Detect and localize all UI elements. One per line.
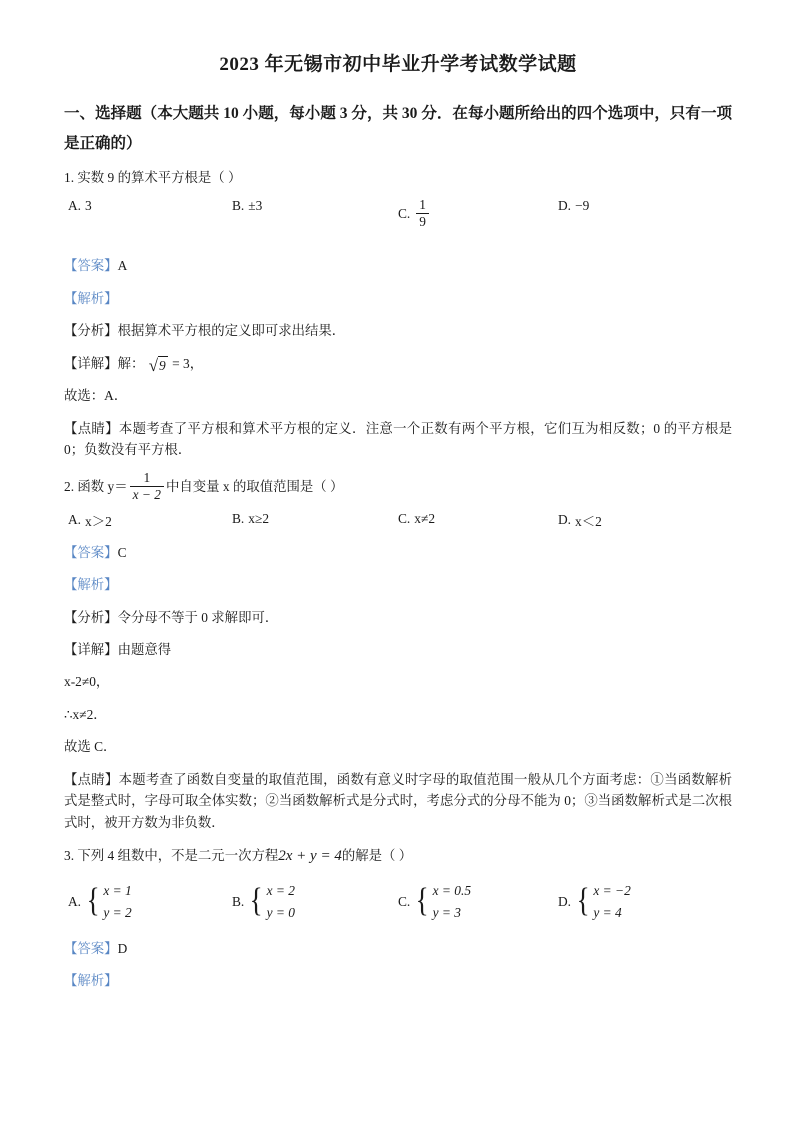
option-d-label: D. <box>558 512 572 528</box>
equation-line-2: y = 2 <box>103 904 132 920</box>
question-2-stem <box>64 472 732 503</box>
question-2-summary-line <box>64 769 732 833</box>
question-2-detail-line <box>64 639 732 660</box>
question-1-stem-text: 实数 9 的算术平方根是（ ） <box>77 170 242 186</box>
equation-line-1: x = 0.5 <box>432 883 472 899</box>
question-2-answer-value: C <box>117 544 127 560</box>
page-title: 2023 年无锡市初中毕业升学考试数学试题 <box>219 54 577 75</box>
fraction-denominator: 9 <box>416 213 429 229</box>
fraction-numerator: 1 <box>419 196 426 212</box>
question-3-stem-after: 的解是（ ） <box>341 848 413 864</box>
question-2-option-c[interactable] <box>398 511 435 527</box>
equation-line-1: x = 1 <box>103 883 132 899</box>
equation-system-a <box>85 880 132 923</box>
question-1-analysis-line <box>64 288 732 309</box>
question-2-number: 2. <box>64 479 75 495</box>
question-2-approach-line <box>64 607 732 628</box>
question-3-option-b[interactable] <box>232 880 295 923</box>
option-d-value: −9 <box>575 198 590 214</box>
fraction-denominator: x − 2 <box>130 486 164 502</box>
question-1-stem <box>64 167 732 188</box>
option-b-value: ±3 <box>248 198 263 214</box>
question-1-detail-prefix: 解： <box>117 355 145 371</box>
question-1-approach-line <box>64 320 732 341</box>
detail-label: 【详解】 <box>64 641 118 657</box>
fraction-numerator: 1 <box>143 470 151 486</box>
option-b-label: B. <box>232 893 245 909</box>
analysis-label: 【解析】 <box>64 973 118 989</box>
square-root-tail: ， <box>189 355 204 371</box>
square-root-result: = 3 <box>172 355 190 371</box>
option-c-label: C. <box>398 206 411 222</box>
option-b-label: B. <box>232 510 245 526</box>
question-2-detail-text: 由题意得 <box>117 641 172 657</box>
equation-line-2: y = 3 <box>432 904 461 920</box>
question-1-approach-text: 根据算术平方根的定义即可求出结果． <box>117 323 346 339</box>
question-1-option-b[interactable] <box>232 198 262 214</box>
question-1-summary-line <box>64 418 732 461</box>
radical-sign: √ <box>148 356 159 375</box>
question-3-analysis-line <box>64 970 732 991</box>
equation-line-1: x = −2 <box>593 883 631 899</box>
option-a-value: x＞2 <box>85 513 112 529</box>
question-3-answer-line <box>64 938 732 959</box>
question-3-stem <box>64 844 732 868</box>
question-2-option-a[interactable] <box>68 511 112 530</box>
equation-system-c <box>414 880 471 923</box>
question-2-answer-line <box>64 542 732 563</box>
question-1-answer-line <box>64 255 732 276</box>
question-2-summary-text: 本题考查了函数自变量的取值范围，函数有意义时字母的取值范围一般从几个方面考虑：①当函数解析式是整式时，字母可取全体实数；②当函数解析式是分式时，考虑分式的分母不能为 0；③当函数解析式是二次根式时，被开方数为非负数． <box>64 771 733 830</box>
question-1-options <box>64 198 732 244</box>
question-1-summary-text: 本题考查了平方根和算术平方根的定义．注意一个正数有两个平方根，它们互为相反数；0 的平方根是 0；负数没有平方根． <box>64 420 732 458</box>
fraction-one-ninth <box>416 198 429 229</box>
square-root-expression <box>149 356 168 373</box>
option-b-value: x≥2 <box>248 510 270 526</box>
option-d-label: D. <box>558 893 572 909</box>
question-3-option-c[interactable] <box>398 880 471 923</box>
question-2-analysis-line <box>64 574 732 595</box>
question-1-answer-value: A <box>117 258 128 274</box>
detail-label: 【详解】 <box>64 355 118 371</box>
question-2-step-2: ∴x≠2． <box>64 706 107 722</box>
question-1-number: 1. <box>64 170 75 186</box>
answer-label: 【答案】 <box>64 544 118 560</box>
question-3-equation: 2x + y = 4 <box>278 848 342 865</box>
option-a-label: A. <box>68 198 82 214</box>
left-brace-icon: { <box>86 882 100 920</box>
analysis-label: 【解析】 <box>64 290 118 306</box>
equation-system-d <box>575 880 631 923</box>
question-2-option-d[interactable] <box>558 511 602 530</box>
option-a-label: A. <box>68 512 82 528</box>
equation-line-2: y = 4 <box>593 904 622 920</box>
approach-label: 【分析】 <box>64 609 118 625</box>
left-brace-icon: { <box>415 882 429 920</box>
left-brace-icon: { <box>249 882 263 920</box>
summary-label: 【点睛】 <box>64 420 119 436</box>
approach-label: 【分析】 <box>64 323 118 339</box>
option-c-value: x≠2 <box>414 510 436 526</box>
question-2-stem-before: 函数 y＝ <box>77 479 128 495</box>
option-c-label: C. <box>398 893 411 909</box>
answer-label: 【答案】 <box>64 941 118 957</box>
page-content <box>64 52 732 1003</box>
question-3-number: 3. <box>64 848 75 864</box>
option-d-value: x＜2 <box>575 513 602 529</box>
question-3-option-a[interactable] <box>68 880 132 923</box>
question-3-option-d[interactable] <box>558 880 631 923</box>
question-2-options <box>64 511 732 531</box>
option-b-label: B. <box>232 198 245 214</box>
radicand: 9 <box>159 358 166 373</box>
equation-line-1: x = 2 <box>266 883 295 899</box>
question-2-step-1: x-2≠0， <box>64 674 110 690</box>
option-a-label: A. <box>68 893 82 909</box>
analysis-label: 【解析】 <box>64 577 118 593</box>
question-1-option-a[interactable] <box>68 198 92 214</box>
equation-system-b <box>248 880 295 923</box>
question-3-options <box>64 878 732 924</box>
equation-line-2: y = 0 <box>266 904 295 920</box>
question-2-option-b[interactable] <box>232 511 269 527</box>
option-c-label: C. <box>398 510 411 526</box>
question-1-detail-line <box>64 353 732 374</box>
answer-label: 【答案】 <box>64 258 118 274</box>
question-1-conclusion: 故选：A． <box>64 388 128 404</box>
question-1-option-c[interactable] <box>398 198 431 229</box>
left-brace-icon: { <box>576 882 590 920</box>
question-3-answer-value: D <box>117 941 128 957</box>
question-3-stem-before: 下列 4 组数中，不是二元一次方程 <box>77 848 279 864</box>
option-a-value: 3 <box>85 198 92 214</box>
summary-label: 【点睛】 <box>64 771 119 787</box>
question-2-conclusion: 故选 C． <box>64 739 117 755</box>
section-heading: 一、选择题（本大题共 10 小题，每小题 3 分，共 30 分．在每小题所给出的四个选项中，只有一项是正确的） <box>64 104 732 152</box>
fraction-one-over-x-minus-2 <box>130 471 164 502</box>
option-d-label: D. <box>558 198 572 214</box>
question-2-stem-after: 中自变量 x 的取值范围是（ ） <box>166 479 344 495</box>
question-2-approach-text: 令分母不等于 0 求解即可． <box>117 609 279 625</box>
question-1-option-d[interactable] <box>558 198 589 214</box>
